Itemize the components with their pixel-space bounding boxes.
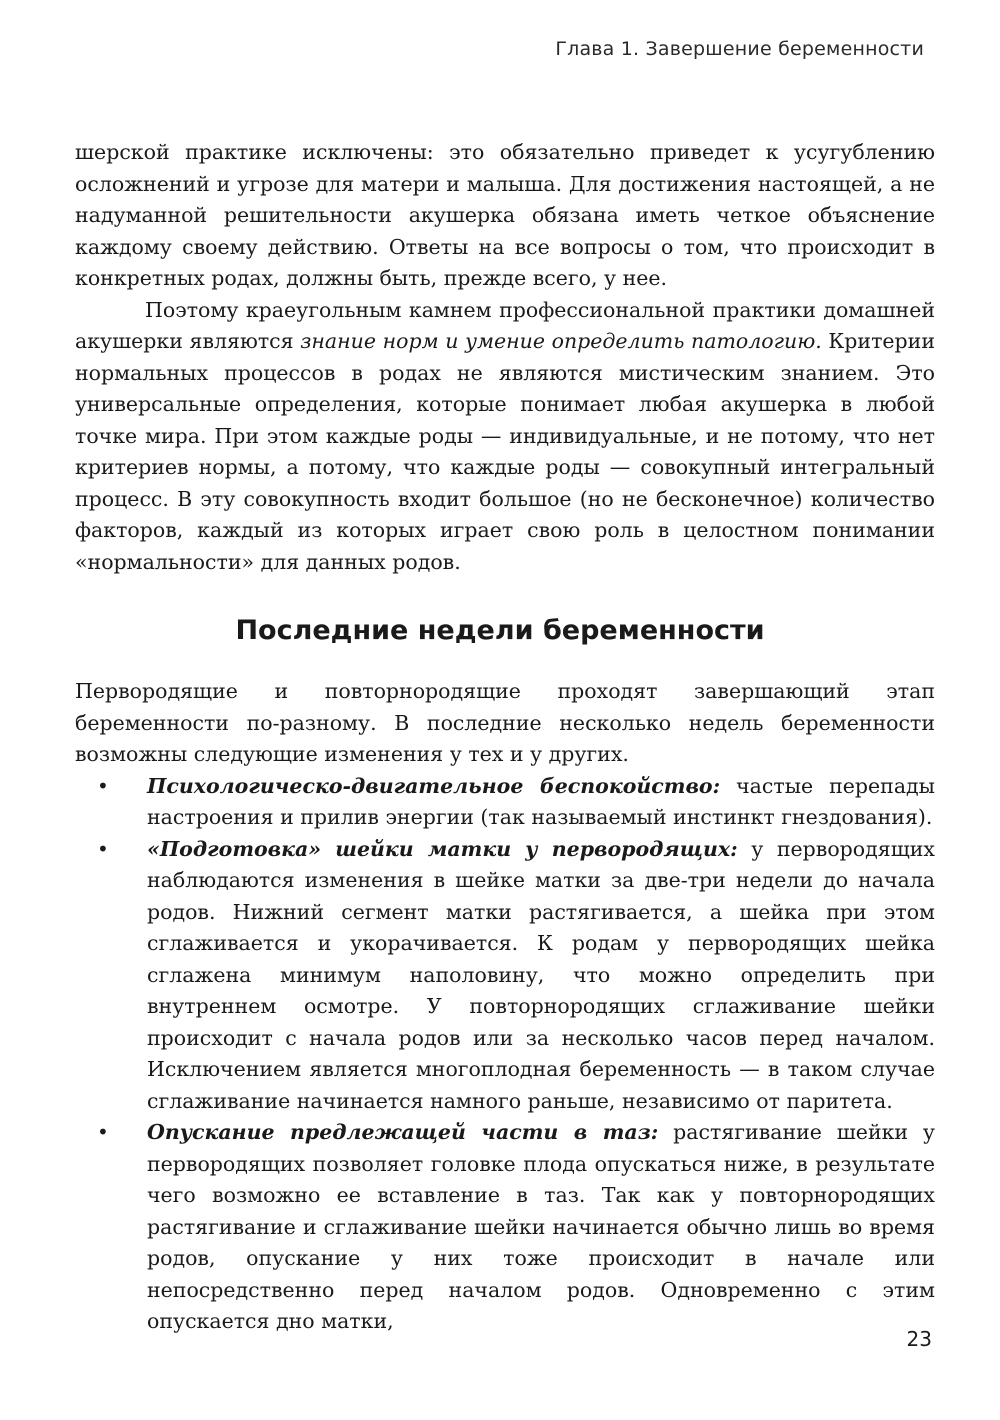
list-item-text: частые перепады настроения и прилив энергии (так называемый инстинкт гнездования). (147, 773, 935, 829)
running-head: Глава 1. Завершение беременности (555, 38, 924, 60)
bullet-icon: • (97, 836, 109, 861)
list-item-text: растягивание шейки у первородящих позволяет головке плода опускаться ниже, в результате чего возможно ее вставление в таз. Так как у повторнородящих растягивание и сглаживание шейки начинается обычно лишь во время родов, опускание у них тоже происходит в начале или непосредственно перед началом родов. Одновременно с этим опускается дно матки, (147, 1120, 935, 1333)
page-number: 23 (906, 1327, 932, 1351)
list-item-lead: Опускание предлежащей части в таз: (147, 1120, 659, 1144)
continued-text-block (75, 137, 935, 578)
paragraph (75, 295, 935, 579)
paragraph: шерской практике исключены: это обязательно приведет к усугублению осложнений и угрозе для матери и малыша. Для достижения настоящей, а не надуманной решительности акушерка обязана иметь четкое объяснение каждому своему действию. Ответы на все вопросы о том, что происходит в конкретных родах, должны быть, прежде всего, у нее. (75, 140, 935, 290)
bullet-icon: • (97, 1120, 109, 1144)
section-text-block (75, 676, 935, 1338)
list-item (75, 771, 935, 834)
list-item (75, 834, 935, 1118)
bullet-icon: • (97, 773, 109, 798)
section-intro: Первородящие и повторнородящие проходят завершающий этап беременности по-разному. В последние несколько недель беременности возможны следующие изменения у тех и у других. (75, 679, 935, 766)
section-heading: Последние недели беременности (235, 615, 765, 646)
list-item-text: у первородящих наблюдаются изменения в шейке матки за две-три недели до начала родов. Нижний сегмент матки растягивается, а шейка при этом сглаживается и укорачивается. К родам у первородящих шейка сглажена минимум наполовину, что можно определить при внутреннем осмотре. У повторнородящих сглаживание шейки происходит с начала родов или за несколько часов перед началом. Исключением является многоплодная беременность — в таком случае сглаживание начинается намного раньше, независимо от паритета. (147, 836, 935, 1113)
paragraph-text: Поэтому краеугольным камнем профессиональной практики домашней акушерки являются (75, 297, 935, 353)
list-item (75, 1117, 935, 1338)
bullet-list (75, 771, 935, 1338)
list-item-lead: Психологическо-двигательное беспокойство: (147, 773, 721, 798)
list-item-lead: «Подготовка» шейки матки у первородящих: (147, 836, 738, 861)
paragraph-text: Критерии нормальных процессов в родах не являются мистическим знанием. Это универсальные определения, которые понимает любая акушерка в любой точке мира. При этом каждые роды — индивидуальные, и не потому, что нет критериев нормы, а потому, что каждые роды — совокупный интегральный процесс. В эту совокупность входит большое (но не бесконечное) количество факторов, каждый из которых играет свою роль в целостном понимании «нормальности» для данных родов. (75, 329, 936, 574)
emphasis-text: знание норм и умение определить патологию. (300, 329, 822, 353)
